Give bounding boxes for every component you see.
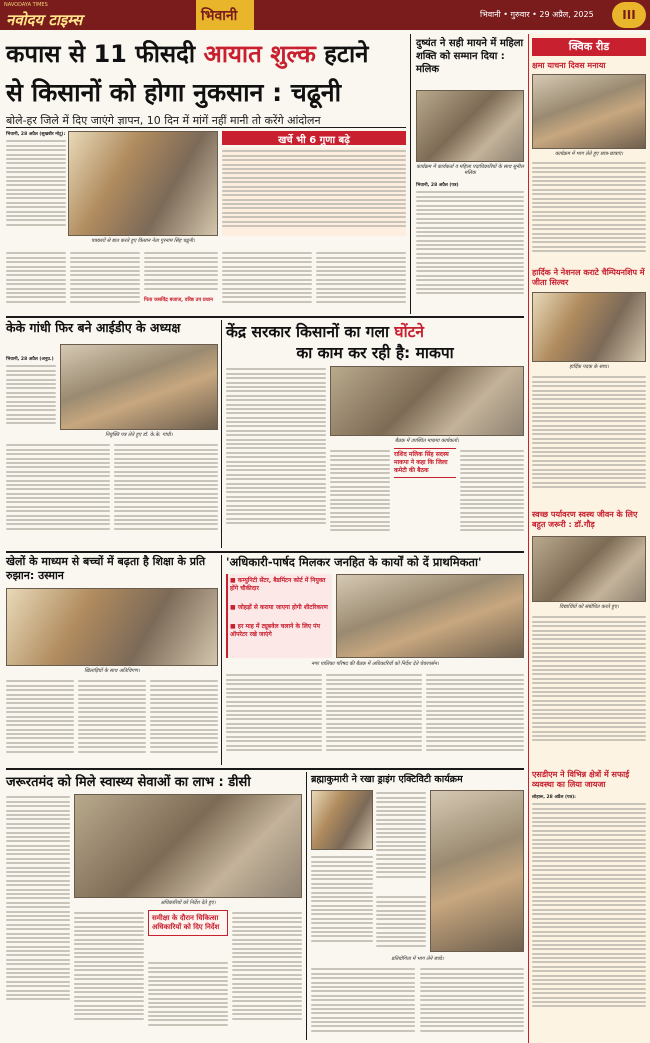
quick-read-item3-text bbox=[532, 614, 646, 764]
lead-headline-line1 bbox=[6, 37, 406, 70]
masthead-logo: नवोदय टाइम्स bbox=[6, 11, 83, 29]
side-story-divider bbox=[410, 34, 411, 314]
lead-photo bbox=[68, 131, 218, 236]
lead-text-col4 bbox=[144, 250, 218, 296]
masthead-tiny-label: NAVODAYA TIMES bbox=[4, 2, 48, 8]
sports-photo-caption: खिलाड़ियों के साथ अतिथिगण। bbox=[84, 668, 140, 674]
makpa-photo-caption: बैठक में उपस्थित माकपा कार्यकर्ता। bbox=[395, 438, 459, 444]
health-photo bbox=[74, 794, 302, 898]
officials-divider bbox=[221, 555, 222, 765]
section-rule-3 bbox=[6, 768, 524, 770]
side-story-photo-caption: कार्यक्रम में कार्यकर्ता व महिला पदाधिकारियों के साथ सुनील मलिक bbox=[416, 164, 524, 176]
section-rule-1 bbox=[6, 316, 524, 318]
brahma-text-col4 bbox=[311, 966, 415, 1040]
quick-read-item1-title: क्षमा याचना दिवस मनाया bbox=[532, 61, 606, 70]
health-photo-caption: अधिकारियों को निर्देश देते हुए। bbox=[160, 900, 216, 906]
quick-read-item2-caption: हार्दिक पदक के साथ। bbox=[569, 364, 609, 370]
gandhi-text-col1 bbox=[6, 363, 56, 433]
officials-photo bbox=[336, 574, 524, 658]
gandhi-headline: केके गांधी फिर बने आईडीए के अध्यक्ष bbox=[6, 320, 181, 335]
lead-headline-highlight2: शुल्क bbox=[270, 40, 316, 68]
lead-box-title: खर्चे भी 6 गुणा बढ़े bbox=[278, 135, 350, 146]
sdm-headline: एसडीएम ने विभिन्न क्षेत्रों में सफाई व्यवस्था का लिया जायजा bbox=[532, 770, 630, 789]
sports-text-col1 bbox=[6, 678, 74, 764]
page-number: III bbox=[612, 2, 646, 28]
officials-bullet2 bbox=[230, 604, 330, 612]
gandhi-photo-caption: नियुक्ति पत्र लेते हुए डॉ. के.के. गांधी। bbox=[105, 432, 173, 438]
health-text-col2 bbox=[74, 910, 144, 1040]
officials-text-col1 bbox=[226, 672, 322, 764]
masthead-city: भिवानी bbox=[201, 8, 238, 24]
lead-subhead-rule bbox=[6, 127, 406, 128]
quick-read-item1-text bbox=[532, 160, 646, 265]
makpa-text-col1 bbox=[226, 366, 326, 546]
health-text-col4 bbox=[148, 960, 228, 1040]
quick-read-item3-caption: विद्यार्थियों को संबोधित करते हुए। bbox=[559, 604, 619, 610]
brahma-text-col3 bbox=[376, 894, 426, 954]
lead-text-col1 bbox=[6, 138, 66, 234]
makpa-pull-quote: राशिद मलिक सिंह सदस्य माकपा ने कहा कि जिला कमेटी की बैठक bbox=[394, 448, 456, 478]
lead-headline-part1: कपास से 11 फीसदी bbox=[6, 40, 196, 68]
side-story-photo bbox=[416, 90, 524, 162]
brahma-headline: ब्रह्माकुमारी ने रखा ड्राइंग एक्टिविटी कार्यक्रम bbox=[311, 774, 463, 785]
officials-bullet2-text: जोहड़ों से कराया जाएगा होगी शीटरिकरण bbox=[237, 604, 328, 611]
sdm-text bbox=[532, 801, 646, 1041]
sports-photo bbox=[6, 588, 218, 666]
makpa-headline-highlight: घोंटने bbox=[394, 323, 424, 341]
bullet-square-icon: ■ bbox=[230, 623, 238, 630]
officials-bullet3-text: हर माह में ट्यूबवेल चलाने के लिए पंप ऑपरेटर रखे जाएंगे bbox=[230, 623, 320, 638]
health-inset: समीक्षा के दौरान चिकित्सा अधिकारियों को दिए निर्देश bbox=[148, 910, 228, 936]
lead-headline-highlight1: आयात bbox=[203, 40, 262, 68]
officials-bullet3 bbox=[230, 623, 330, 639]
lead-subcaption: पिता जसविंद्र बजाज, वरिष्ठ उप प्रधान bbox=[144, 297, 213, 303]
brahma-text-col5 bbox=[420, 966, 524, 1040]
lead-headline-line2: से किसानों को होगा नुकसान : चढूनी bbox=[6, 78, 342, 107]
makpa-divider bbox=[221, 320, 222, 548]
brahma-text-col2 bbox=[311, 854, 373, 954]
health-headline: जरूरतमंद को मिले स्वास्थ्य सेवाओं का लाभ : डीसी bbox=[6, 775, 251, 790]
lead-dateline: भिवानी, 28 अप्रैल (सुखबीर मोटू): bbox=[6, 132, 66, 137]
quick-read-item2-text bbox=[532, 374, 646, 506]
brahma-photo2 bbox=[430, 790, 524, 952]
makpa-text-col3 bbox=[460, 448, 524, 546]
lead-text-col2 bbox=[6, 250, 66, 310]
officials-bullet1 bbox=[230, 577, 330, 593]
quick-read-item3-photo bbox=[532, 536, 646, 602]
quick-read-item1-photo bbox=[532, 74, 646, 149]
bullet-square-icon: ■ bbox=[230, 604, 238, 611]
side-story-headline: दुष्यंत ने सही मायने में महिला शक्ति को सम्मान दिया : मलिक bbox=[416, 38, 524, 75]
quick-read-item1-caption: कार्यक्रम में भाग लेते हुए छात्र-छात्राएं। bbox=[555, 151, 623, 157]
brahma-divider bbox=[306, 772, 307, 1040]
sports-text-col3 bbox=[150, 678, 218, 764]
officials-headline: 'अधिकारी-पार्षद मिलकर जनहित के कार्यों को दें प्राथमिकता' bbox=[226, 555, 482, 569]
makpa-headline-line2: का काम कर रही है: माकपा bbox=[296, 344, 454, 362]
health-text-col3 bbox=[232, 910, 302, 1040]
sports-headline: खेलों के माध्यम से बच्चों में बढ़ता है शिक्षा के प्रति रुझान: उस्मान bbox=[6, 555, 206, 582]
quick-read-item3-title: स्वच्छ पर्यावरण स्वस्थ जीवन के लिए बहुत जरूरी : डॉ.गौड़ bbox=[532, 510, 638, 529]
health-text-col1 bbox=[6, 794, 70, 1039]
lead-box-text bbox=[222, 148, 406, 236]
lead-text-col6 bbox=[316, 250, 406, 310]
gandhi-photo bbox=[60, 344, 218, 430]
makpa-headline-line1 bbox=[226, 320, 524, 342]
gandhi-dateline: भिवानी, 28 अप्रैल (अनुप्र.) bbox=[6, 357, 54, 362]
makpa-photo bbox=[330, 366, 524, 436]
lead-photo-caption: पत्रकारों से बात करते हुए किसान नेता गुरनाम सिंह चढूनी। bbox=[91, 238, 195, 244]
lead-text-col3 bbox=[70, 250, 140, 310]
sports-text-col2 bbox=[78, 678, 146, 764]
brahma-photo bbox=[311, 790, 373, 850]
brahma-text-col1 bbox=[376, 790, 426, 890]
officials-bullet1-text: कम्युनिटी सेंटर, बैडमिंटन कोर्ट में नियुक्त होंगे चौकीदार bbox=[230, 577, 326, 592]
quick-read-item2-photo bbox=[532, 292, 646, 362]
officials-text-col2 bbox=[326, 672, 422, 764]
quick-read-label: क्विक रीड bbox=[532, 38, 646, 56]
lead-text-col5 bbox=[222, 250, 312, 310]
bullet-square-icon: ■ bbox=[230, 577, 238, 584]
officials-text-col3 bbox=[426, 672, 524, 764]
gandhi-text-col3 bbox=[114, 442, 218, 542]
side-story-text bbox=[416, 189, 524, 309]
makpa-text-col2 bbox=[330, 448, 390, 546]
masthead-date: भिवानी • गुरुवार • 29 अप्रैल, 2025 bbox=[480, 10, 594, 19]
gandhi-text-col2 bbox=[6, 442, 110, 542]
makpa-headline-part1: केंद्र सरकार किसानों का गला bbox=[226, 323, 389, 341]
officials-photo-caption: नगर पालिका परिषद की बैठक में अधिकारियों को निर्देश देते चेयरपर्सन। bbox=[311, 661, 439, 667]
section-rule-2 bbox=[6, 551, 524, 553]
sdm-dateline: लोहारू, 28 अप्रैल (पत्र): bbox=[532, 795, 576, 800]
side-story-dateline: भिवानी, 28 अप्रैल (पत्र) bbox=[416, 183, 459, 188]
brahma-photo-caption: प्रतियोगिता में भाग लेने बच्चे। bbox=[391, 956, 444, 962]
lead-subhead: बोले-हर जिले में दिए जाएंगे ज्ञापन, 10 दिन में मांगें नहीं मानी तो करेंगे आंदोलन bbox=[6, 114, 321, 127]
quick-read-item2-title: हार्दिक ने नेशनल कराटे चैम्पियनशिप में जीता सिल्वर bbox=[532, 268, 645, 287]
lead-headline-part2: हटाने bbox=[324, 40, 369, 68]
